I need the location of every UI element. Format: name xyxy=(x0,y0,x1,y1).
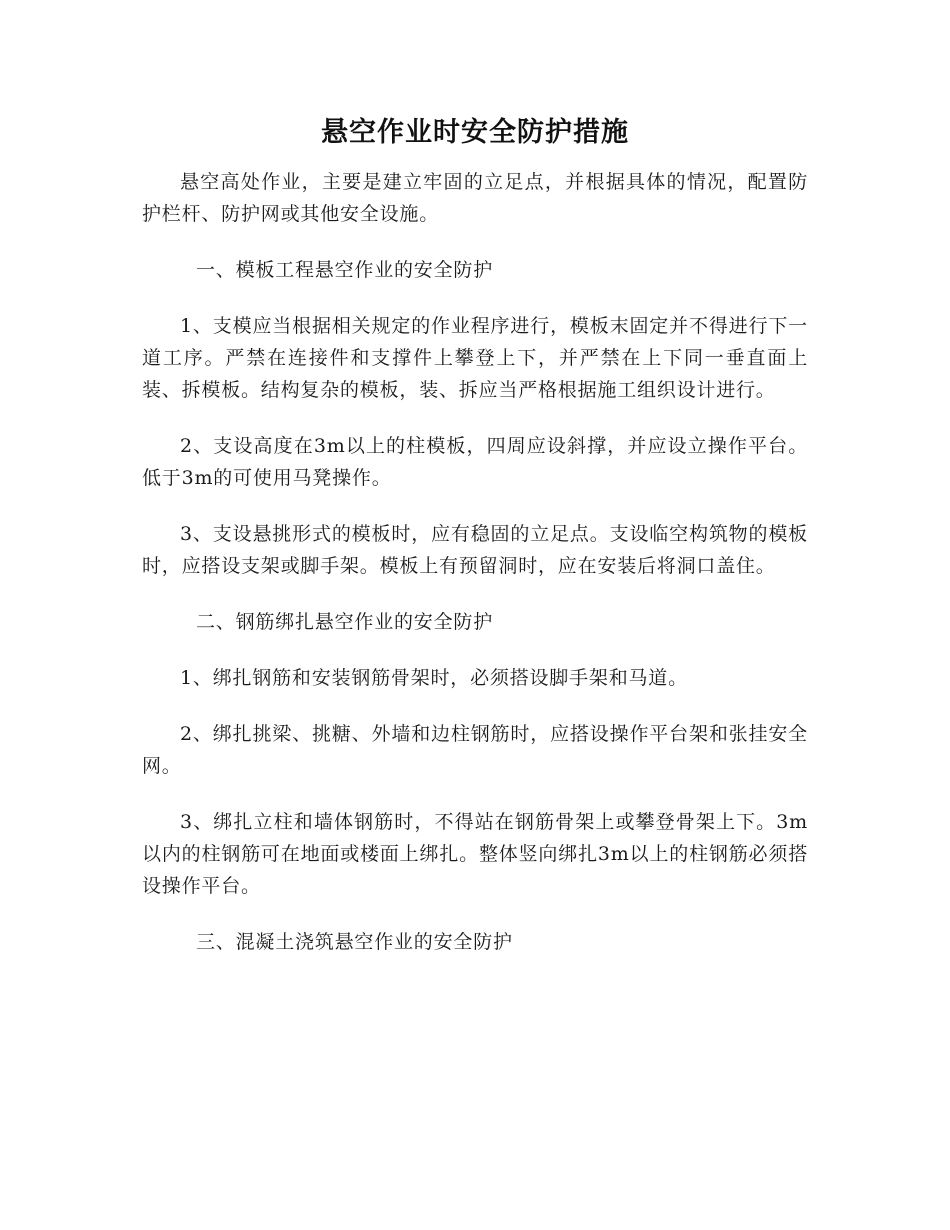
section-2-item-1: 1、绑扎钢筋和安装钢筋骨架时，必须搭设脚手架和马道。 xyxy=(180,667,688,689)
section-1-item-1: 1、支模应当根据相关规定的作业程序进行，模板末固定并不得进行下一道工序。严禁在连接件和支撑件上攀登上下，并严禁在上下同一垂直面上装、拆模板。结构复杂的模板，装、拆应当严格根据施工组织设计进行。 xyxy=(142,315,808,401)
section-1-heading: 一、模板工程悬空作业的安全防护 xyxy=(196,259,494,281)
section-1-item-2: 2、支设高度在3m以上的柱模板，四周应设斜撑，并应设立操作平台。低于3m的可使用马凳操作。 xyxy=(142,435,808,489)
section-2-item-2: 2、绑扎挑梁、挑糖、外墙和边柱钢筋时，应搭设操作平台架和张挂安全网。 xyxy=(142,723,808,777)
intro-paragraph: 悬空高处作业，主要是建立牢固的立足点，并根据具体的情况，配置防护栏杆、防护网或其他安全设施。 xyxy=(142,171,808,225)
section-2-heading: 二、钢筋绑扎悬空作业的安全防护 xyxy=(196,611,494,633)
document-content xyxy=(142,112,808,958)
document-title: 悬空作业时安全防护措施 xyxy=(321,117,629,148)
section-2-item-3: 3、绑扎立柱和墙体钢筋时，不得站在钢筋骨架上或攀登骨架上下。3m以内的柱钢筋可在地面或楼面上绑扎。整体竖向绑扎3m以上的柱钢筋必须搭设操作平台。 xyxy=(142,811,808,897)
section-3-heading: 三、混凝土浇筑悬空作业的安全防护 xyxy=(196,931,513,953)
section-1-item-3: 3、支设悬挑形式的模板时，应有稳固的立足点。支设临空构筑物的模板时，应搭设支架或脚手架。模板上有预留洞时，应在安装后将洞口盖住。 xyxy=(142,523,808,577)
